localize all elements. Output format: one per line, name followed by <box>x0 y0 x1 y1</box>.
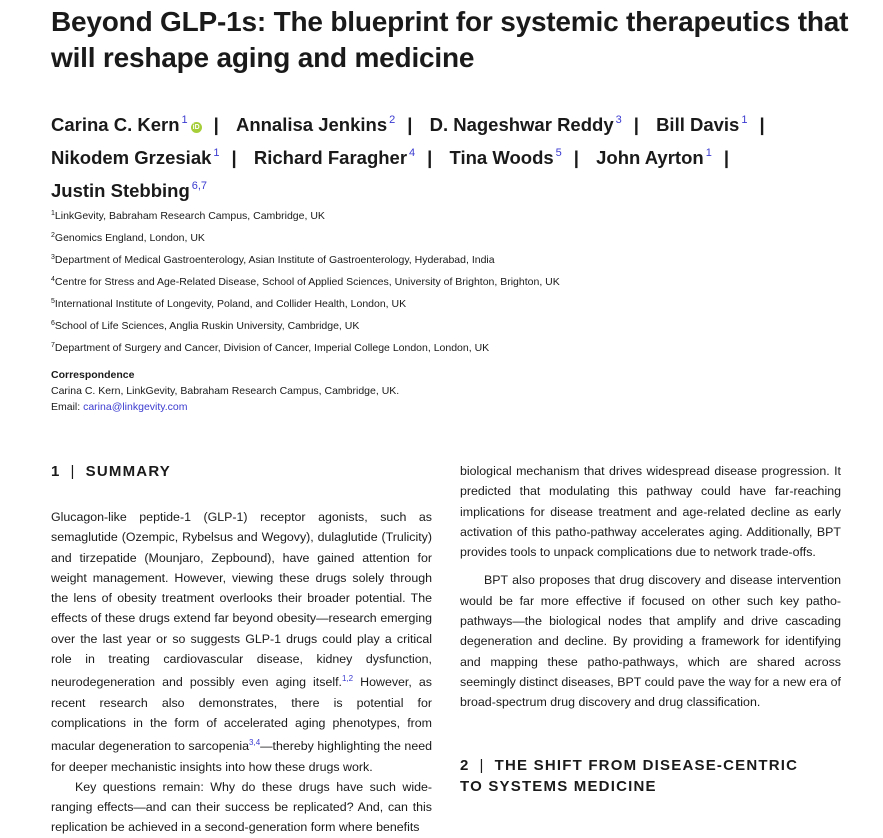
author-name[interactable]: Richard Faragher $^4$ <box>253 147 416 168</box>
summary-paragraph: Key questions remain: Why do these drugs have such wide-ranging effects—and can their success be replicated? And, can this replication be achieved in a second-generation form where benefits <box>51 779 432 835</box>
author-separator: | <box>573 147 579 168</box>
citation-link[interactable]: 3,4 <box>249 738 261 748</box>
email-link[interactable]: carina@linkgevity.com <box>83 401 188 413</box>
correspondence-block <box>51 367 651 415</box>
summary-paragraph: Glucagon-like peptide-1 (GLP-1) receptor agonists, such as semaglutide (Ozempic, Rybelsus and Wegovy), dulaglutide (Trulicity) and tirzepatide (Mounjaro, Zepbound), have gained attention for weight management. However, viewing these drugs solely through the lens of obesity treatment overlooks their broader potential. The effects of these drugs extend far beyond obesity—research emerging over the last year or so suggests GLP-1 drugs could play a critical role in treating cardiovascular disease, kidney dysfunction, neurodegeneration and possibly even aging itself.$^{1,2}$ However, as recent research also demonstrates, there is potential for complications in the form of accelerated aging phenotypes, from macular degeneration to sarcopenia$^{3,4}$—thereby highlighting the need for deeper mechanistic insights into how these drugs work. <box>51 510 432 774</box>
article-title: Beyond GLP-1s: The blueprint for systemic therapeutics that will reshape aging and medicine <box>51 6 849 73</box>
affiliation: $^6$School of Life Sciences, Anglia Ruskin University, Cambridge, UK <box>51 320 360 332</box>
orcid-icon[interactable]: iD <box>192 124 200 131</box>
author-name[interactable]: Tina Woods $^5$ <box>449 147 562 168</box>
correspondence-heading: Correspondence <box>51 369 135 381</box>
author-list <box>51 106 851 205</box>
author-separator: | <box>759 114 765 135</box>
left-column <box>51 461 432 838</box>
author-separator: | <box>633 114 639 135</box>
affiliation-list <box>51 203 851 357</box>
correspondence-email-line: Email: carina@linkgevity.com <box>51 401 188 413</box>
affiliation: $^7$Department of Surgery and Cancer, Division of Cancer, Imperial College London, London, UK <box>51 342 490 354</box>
section-heading-systems-medicine: 2 | THE SHIFT FROM DISEASE-CENTRIC TO SYSTEMS MEDICINE <box>460 756 799 795</box>
affiliation: $^1$LinkGevity, Babraham Research Campus, Cambridge, UK <box>51 210 325 222</box>
author-name[interactable]: D. Nageshwar Reddy $^3$ <box>429 114 622 135</box>
affiliation: $^2$Genomics England, London, UK <box>51 232 205 244</box>
body-paragraph: biological mechanism that drives widespread disease progression. It predicted that modulating this pathway could have far-reaching implications for disease treatment and age-related decline as early activation of this patho-pathway accelerates aging. Additionally, BPT provides tools to unpack complications due to network trade-offs. <box>460 464 841 560</box>
author-name[interactable]: Nikodem Grzesiak $^1$ <box>51 147 220 168</box>
affiliation: $^5$International Institute of Longevity, Poland, and Collider Health, London, UK <box>51 298 407 310</box>
correspondence-address: Carina C. Kern, LinkGevity, Babraham Research Campus, Cambridge, UK. <box>51 385 400 397</box>
citation-link[interactable]: 1,2 <box>341 674 354 684</box>
affiliation: $^3$Department of Medical Gastroenterology, Asian Institute of Gastroenterology, Hyderabad, India <box>51 254 495 266</box>
author-separator: | <box>231 147 237 168</box>
author-separator: | <box>427 147 433 168</box>
author-name[interactable]: Carina C. Kern $^1$iD <box>51 114 200 135</box>
author-name[interactable]: Bill Davis $^1$ <box>656 114 748 135</box>
author-separator: | <box>213 114 219 135</box>
affiliation: $^4$Centre for Stress and Age-Related Disease, School of Applied Sciences, University of Brighton, Brighton, UK <box>51 276 560 288</box>
author-separator: | <box>723 147 729 168</box>
section-heading-summary: 1 | SUMMARY <box>51 463 171 480</box>
right-column <box>460 461 841 797</box>
author-separator: | <box>407 114 413 135</box>
author-name[interactable]: John Ayrton $^1$ <box>596 147 712 168</box>
author-name[interactable]: Justin Stebbing $^{6,7}$ <box>51 180 208 201</box>
author-name[interactable]: Annalisa Jenkins $^2$ <box>235 114 396 135</box>
body-paragraph: BPT also proposes that drug discovery and disease intervention would be far more effective if focused on other such key patho-pathways—the biological nodes that amplify and drive cascading degeneration and decline. By providing a framework for identifying and mapping these patho-pathways, which are shared across seemingly distinct diseases, BPT could pave the way for a new era of broad-spectrum drug discovery and drug classification. <box>460 573 841 710</box>
